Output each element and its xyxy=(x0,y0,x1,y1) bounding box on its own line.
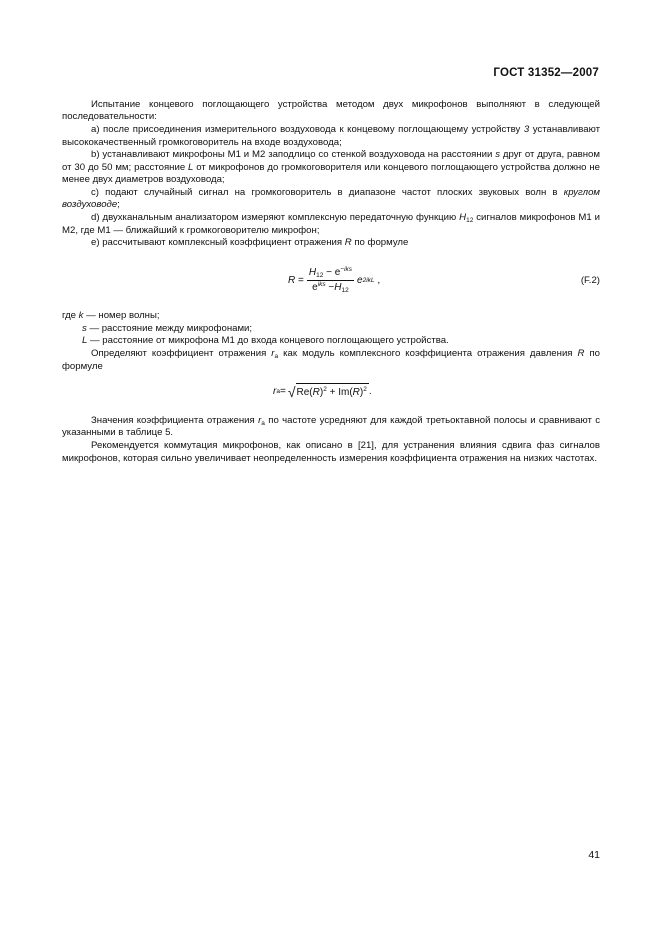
fraction: $\frac{H_{12} - e^{-iks}}{e^{iks} -H_{12}}$ xyxy=(308,265,353,295)
equation-number: (F.2) xyxy=(580,274,600,286)
document-id: ГОСТ 31352—2007 xyxy=(493,67,599,79)
where-s: s — расстояние между микрофонами; xyxy=(82,322,253,334)
page-number: 41 xyxy=(588,849,600,861)
paragraph-intro: Испытание концевого поглощающего устройства методом двух микрофонов выполняют в следующей последовательности: xyxy=(62,99,600,123)
paragraph-step-c: c) подают случайный сигнал на громкоговоритель в диапазоне частот плоских звуковых волн в круглом воздуховоде; xyxy=(62,187,600,211)
where-L: L — расстояние от микрофона М1 до входа концевого поглощающего устройства. xyxy=(82,335,449,347)
paragraph-determine: Определяют коэффициент отражения $r_a$ как модуль комплексного коэффициента отражения давления R по формуле xyxy=(62,348,600,372)
paragraph-step-e: е) рассчитывают комплексный коэффициент отражения R по формуле xyxy=(91,237,409,249)
paragraph-values: Значения коэффициента отражения $r_a$ по частоте усредняют для каждой третьоктавной полосы и сравнивают с указанными в таблице 5. xyxy=(62,415,600,439)
formula-f2: R = $\frac{H_{12} - e^{-iks}}{e^{iks} -H_{12}}$ e 2ikL , (F.2) xyxy=(288,265,600,295)
paragraph-step-d: d) двухканальным анализатором измеряют комплексную передаточную функцию $H_{12}$ сигналов микрофонов М1 и М2, где М1 — ближайший к громкоговорителю микрофон; xyxy=(62,212,601,236)
formula-ra: r a = √ $Re(R)^2 + Im(R)^2$ . xyxy=(273,384,372,401)
where-k: где k — номер волны; xyxy=(62,309,160,321)
paragraph-step-a: а) после присоединения измерительного воздуховода к концевому поглощающему устройству 3 устанавливают высококачественный громкоговоритель на входе воздуховода; xyxy=(62,124,600,148)
page-content xyxy=(62,99,600,465)
paragraph-step-b: b) устанавливают микрофоны М1 и М2 заподлицо со стенкой воздуховода на расстоянии s друг от друга, равном от 30 до 50 мм; расстояние L от микрофонов до громкоговорителя или концевого поглощающего устройства должно не менее двух диаметров воздуховода; xyxy=(62,149,601,186)
paragraph-recommendation: Рекомендуется коммутация микрофонов, как описано в [21], для устранения влияния сдвига фаз сигналов микрофонов, которая сильно увеличивает неопределенность измерения коэффициента отражения на низких частотах. xyxy=(62,440,600,464)
square-root: √ $Re(R)^2 + Im(R)^2$ xyxy=(287,384,367,401)
